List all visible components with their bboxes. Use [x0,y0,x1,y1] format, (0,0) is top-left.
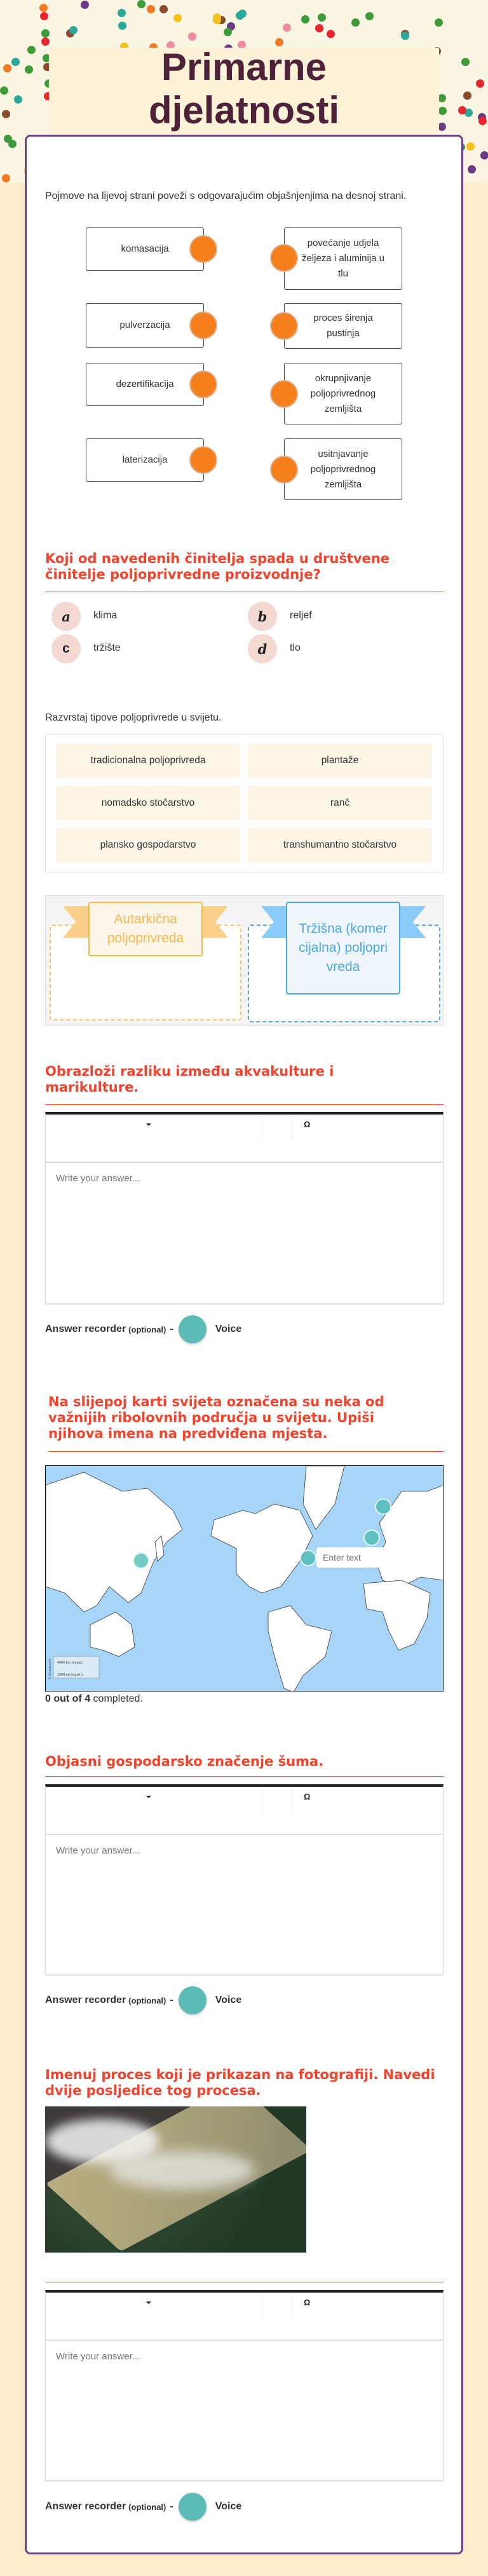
sort-item[interactable]: plantaže [248,743,432,778]
special-character-button[interactable]: Ω [304,2298,311,2307]
confetti-dot [438,107,447,115]
sort-item[interactable]: nomadsko stočarstvo [56,786,240,820]
sorting-categories [45,895,444,1026]
match-left-item[interactable]: dezertifikacija [86,363,204,406]
confetti-dot [463,92,471,100]
editor-toolbar [46,2293,443,2341]
ribbon-right-icon [397,906,426,938]
match-left-item[interactable]: komasacija [86,227,204,271]
answer-input[interactable] [46,1835,443,1972]
option-c-text[interactable]: tržište [93,642,121,653]
confetti-dot [69,26,78,34]
match-connector-dot[interactable] [189,446,217,474]
recorder-dash: - [170,1324,173,1334]
editor-toolbar [46,1115,443,1163]
question-map: Na slijepoj karti svijeta označena su neka od važnijih ribolovnih područja u svijetu. Upiši njihova imena na predviđena mjesta. [48,1394,384,1441]
match-connector-dot[interactable] [270,456,298,484]
divider [48,1451,444,1452]
confetti-dot [435,18,443,27]
confetti-dot [39,4,48,12]
divider [45,1776,444,1777]
match-right-item[interactable]: proces širenja pustinja [284,303,402,349]
match-connector-dot[interactable] [270,312,298,340]
map-progress [45,1693,143,1705]
match-right-item[interactable]: povećanje udjela željeza i aluminija u tlu [284,227,402,290]
category-label-autarkic: Autarkična poljoprivreda [88,902,203,956]
match-connector-dot[interactable] [189,235,217,263]
divider [45,1104,444,1105]
confetti-dot [461,58,470,66]
voice-label: Voice [215,1995,242,2005]
sort-item[interactable]: tradicionalna poljoprivreda [56,743,240,778]
answer-editor [45,1112,444,1304]
option-a-text[interactable]: klima [93,610,118,621]
answer-recorder [45,1986,241,2014]
confetti-dot [147,5,155,13]
confetti-dot [327,30,335,38]
ribbon-right-icon [200,906,228,938]
sort-item[interactable]: plansko gospodarstvo [56,828,240,862]
confetti-dot [213,13,221,22]
confetti-dot [14,95,22,104]
answer-recorder [45,1315,241,1343]
match-connector-dot[interactable] [189,370,217,398]
confetti-dot [365,12,374,20]
voice-label: Voice [215,2501,242,2512]
confetti-dot [173,14,182,22]
confetti-dot [351,18,360,27]
sort-item[interactable]: transhumantno stočarstvo [248,828,432,862]
sort-item[interactable]: ranč [248,786,432,820]
confetti-dot [188,32,196,41]
confetti-dot [3,64,11,72]
page-title: Primarne djelatnosti [148,46,340,132]
map-credit: © d-maps.com [48,1658,52,1679]
confetti-dot [466,142,475,151]
confetti-dot [318,13,326,22]
confetti-dot [283,24,291,32]
confetti-dot [159,5,168,13]
confetti-dot [118,22,126,30]
confetti-dot [40,12,48,20]
record-voice-button[interactable] [179,2493,207,2521]
scale-mi-label: 2000 mi (equat.) [57,1673,83,1677]
sorting-item-pool [45,735,444,872]
match-left-item[interactable]: laterizacija [86,438,204,482]
recorder-optional: (optional) [128,1995,166,2005]
map-progress-count: 0 out of 4 [45,1693,91,1704]
map-progress-label: completed. [90,1693,143,1704]
confetti-dot [401,32,409,40]
deforestation-photo [45,2106,306,2253]
confetti-dot [0,86,8,95]
option-d-text[interactable]: tlo [290,642,301,653]
confetti-dot [236,11,244,20]
confetti-dot [301,15,309,24]
option-b-text[interactable]: reljef [290,610,312,621]
fishing-area-marker[interactable] [375,1498,391,1515]
recorder-label: Answer recorder [45,1995,126,2005]
match-right-item[interactable]: okrupnjivanje poljoprivrednog zemljišta [284,363,402,424]
answer-recorder [45,2493,241,2521]
confetti-dot [468,165,476,173]
fishing-area-marker[interactable] [363,1529,380,1546]
option-b-badge[interactable]: b [248,602,277,631]
confetti-dot [137,0,146,8]
recorder-optional: (optional) [128,1324,166,1334]
fishing-area-marker[interactable] [133,1552,149,1569]
special-character-button[interactable]: Ω [304,1792,311,1801]
confetti-dot [11,58,20,66]
match-left-item[interactable]: pulverzacija [86,303,204,348]
quiz-question: Koji od navedenih činitelja spada u društvene činitelje poljoprivredne proizvodnje? [45,551,390,582]
confetti-dot [8,140,17,148]
match-right-item[interactable]: usitnjavanje poljoprivrednog zemljišta [284,438,402,500]
editor-toolbar [46,1787,443,1835]
match-connector-dot[interactable] [270,380,298,408]
confetti-dot [315,24,323,32]
confetti-dot [41,29,50,37]
question-photo: Imenuj proces koji je prikazan na fotografiji. Navedi dvije posljedice tog procesa. [45,2067,435,2098]
format-dropdown-caret-icon[interactable] [146,2301,151,2304]
confetti-dot [2,110,10,118]
option-c-badge[interactable]: c [51,634,81,663]
recorder-label: Answer recorder [45,2501,126,2512]
category-label-market: Tržišna (komercijalna) poljoprivreda [286,902,400,994]
confetti-dot [118,9,126,17]
match-connector-dot[interactable] [189,311,217,339]
ribbon-left-icon [63,906,92,938]
confetti-dot [480,151,488,159]
recorder-label: Answer recorder [45,1324,126,1334]
fishing-area-marker[interactable] [300,1550,316,1566]
confetti-dot [27,46,36,54]
answer-editor [45,1784,444,1975]
option-d-badge[interactable]: d [248,634,277,663]
sorting-instruction: Razvrstaj tipove poljoprivrede u svijetu. [45,712,222,723]
recorder-optional: (optional) [128,2502,166,2512]
scale-bar [48,1657,99,1679]
world-map [45,1465,444,1691]
answer-input[interactable] [46,1163,443,1301]
answer-input[interactable] [46,2341,443,2478]
confetti-dot [41,37,50,46]
match-connector-dot[interactable] [270,244,298,272]
confetti-dot [458,106,466,114]
confetti-dot [81,1,89,9]
recorder-dash: - [170,1995,173,2005]
confetti-dot [25,65,33,74]
format-dropdown-caret-icon[interactable] [146,1796,151,1798]
confetti-dot [478,117,487,125]
map-label-input[interactable] [316,1547,398,1568]
format-dropdown-caret-icon[interactable] [146,1123,151,1126]
option-a-badge[interactable]: a [51,602,81,631]
answer-editor [45,2290,444,2481]
matching-instruction: Pojmove na lijevoj strani poveži s odgovarajućim objašnjenjima na desnoj strani. [45,191,407,201]
question-forest: Objasni gospodarsko značenje šuma. [45,1754,324,1769]
recorder-dash: - [170,2501,173,2512]
confetti-dot [476,79,484,88]
voice-label: Voice [215,1324,242,1334]
confetti-dot [2,174,10,182]
question-aquaculture: Obrazloži razliku između akvakulture i marikulture. [45,1064,334,1095]
special-character-button[interactable]: Ω [304,1120,311,1129]
record-voice-button[interactable] [179,1986,207,2014]
scale-km-label: 4000 km (equat.) [57,1661,84,1665]
confetti-dot [224,28,232,36]
record-voice-button[interactable] [179,1315,207,1343]
